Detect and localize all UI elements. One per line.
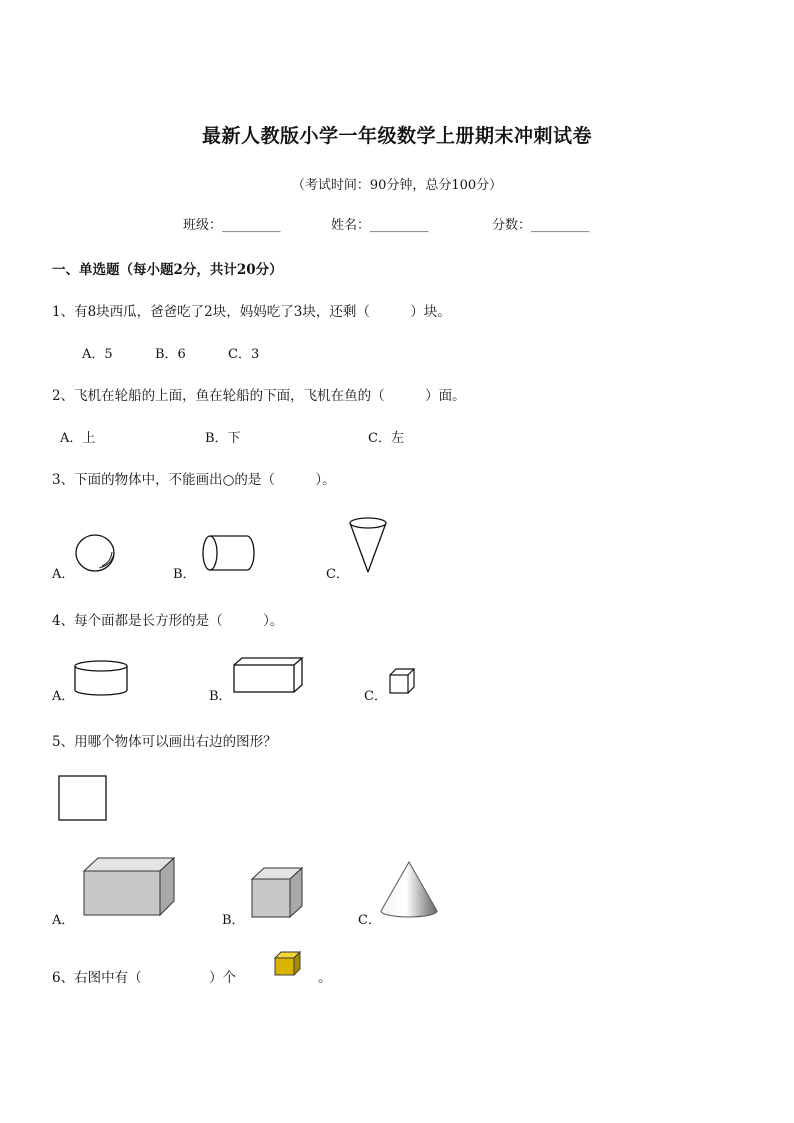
cone-figure xyxy=(348,515,390,577)
q5-label-a: A． xyxy=(52,913,75,928)
sphere-figure xyxy=(74,533,120,575)
q1-option-b: B．6 xyxy=(155,347,186,362)
section-heading: 一、单选题（每小题2分，共计20分） xyxy=(52,262,283,278)
class-field: 班级：_________ xyxy=(183,218,281,233)
q3-label-b: B． xyxy=(173,567,196,582)
question-6-text: 6、右图中有（ ）个 xyxy=(52,970,237,986)
page-title: 最新人教版小学一年级数学上册期末冲刺试卷 xyxy=(201,125,592,147)
cube-figure xyxy=(388,668,418,696)
question-4-text: 4、每个面都是长方形的是（ ）。 xyxy=(52,613,284,629)
exam-subtitle: （考试时间：90分钟，总分100分） xyxy=(291,178,503,193)
question-1-text: 1、有8块西瓜，爸爸吃了2块，妈妈吃了3块，还剩（ ）块。 xyxy=(52,304,451,320)
gray-cuboid-figure xyxy=(82,856,178,918)
name-field: 姓名：_________ xyxy=(331,218,429,233)
q3-label-a: A． xyxy=(52,567,75,582)
cylinder-flat-figure xyxy=(74,658,130,700)
cuboid-figure xyxy=(232,656,304,696)
yellow-cube-icon xyxy=(273,951,303,977)
q2-option-a: A．上 xyxy=(60,431,96,446)
score-field: 分数：_________ xyxy=(492,218,590,233)
q3-label-c: C． xyxy=(326,567,349,582)
q4-label-c: C． xyxy=(364,689,387,704)
q4-label-a: A． xyxy=(52,689,75,704)
q2-option-c: C．左 xyxy=(368,431,404,446)
square-figure xyxy=(58,775,108,822)
q1-option-a: A．5 xyxy=(82,347,113,362)
q4-label-b: B． xyxy=(209,689,232,704)
q5-label-c: C． xyxy=(358,913,381,928)
q2-option-b: B．下 xyxy=(205,431,241,446)
cylinder-figure xyxy=(200,533,258,575)
q1-option-c: C．3 xyxy=(228,347,260,362)
question-6-end: 。 xyxy=(318,970,332,986)
shaded-cone-figure xyxy=(378,860,440,922)
q5-label-b: B． xyxy=(222,913,245,928)
question-5-text: 5、用哪个物体可以画出右边的图形？ xyxy=(52,734,277,750)
question-3-text: 3、下面的物体中，不能画出○的是（ ）。 xyxy=(52,472,336,488)
gray-cube-figure xyxy=(250,866,306,920)
question-2-text: 2、飞机在轮船的上面，鱼在轮船的下面，飞机在鱼的（ ）面。 xyxy=(52,388,466,404)
